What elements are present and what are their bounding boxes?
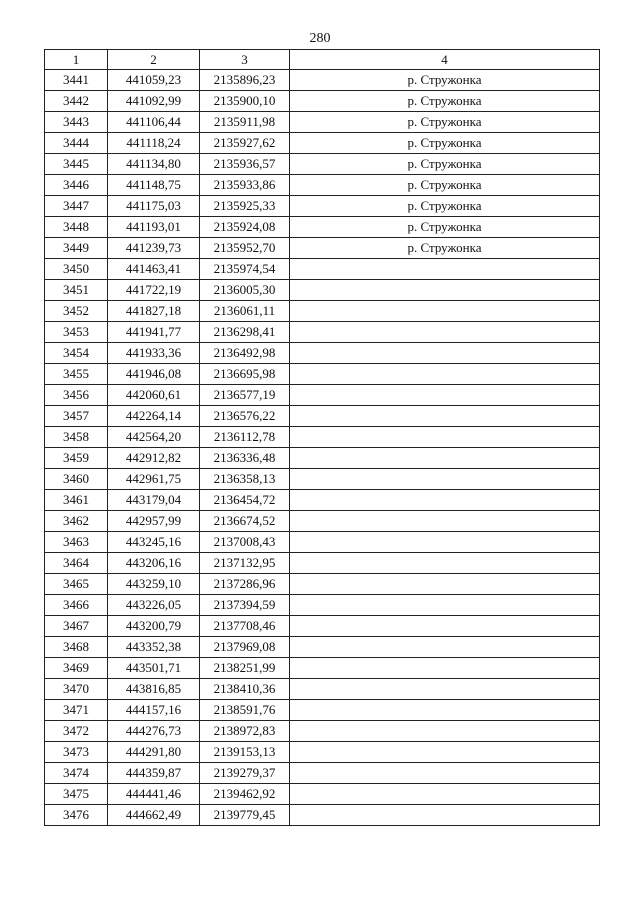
description-cell: [290, 343, 600, 364]
table-row: [45, 280, 600, 301]
description-cell: р. Стружонка: [290, 217, 600, 238]
x-coordinate-cell: 441941,77: [108, 322, 200, 343]
description-cell: [290, 616, 600, 637]
table-row: [45, 595, 600, 616]
y-coordinate-cell: 2135896,23: [200, 70, 290, 91]
x-coordinate-cell: 443501,71: [108, 658, 200, 679]
y-coordinate-cell: 2135900,10: [200, 91, 290, 112]
table-row: [45, 259, 600, 280]
coordinates-table: [44, 49, 600, 826]
y-coordinate-cell: 2136061,11: [200, 301, 290, 322]
description-cell: [290, 742, 600, 763]
table-row: [45, 343, 600, 364]
table-row: [45, 364, 600, 385]
description-cell: [290, 448, 600, 469]
table-header-row: [45, 50, 600, 70]
description-cell: [290, 679, 600, 700]
y-coordinate-cell: 2137132,95: [200, 553, 290, 574]
column-header: 3: [200, 50, 290, 70]
x-coordinate-cell: 441148,75: [108, 175, 200, 196]
description-cell: [290, 364, 600, 385]
description-cell: [290, 280, 600, 301]
table-row: [45, 574, 600, 595]
point-number-cell: 3457: [45, 406, 108, 427]
description-cell: [290, 490, 600, 511]
description-cell: р. Стружонка: [290, 91, 600, 112]
column-header: 1: [45, 50, 108, 70]
x-coordinate-cell: 442957,99: [108, 511, 200, 532]
table-row: [45, 805, 600, 826]
x-coordinate-cell: 443206,16: [108, 553, 200, 574]
x-coordinate-cell: 441175,03: [108, 196, 200, 217]
y-coordinate-cell: 2135925,33: [200, 196, 290, 217]
description-cell: р. Стружонка: [290, 175, 600, 196]
table-row: [45, 469, 600, 490]
description-cell: [290, 805, 600, 826]
description-cell: [290, 553, 600, 574]
point-number-cell: 3463: [45, 532, 108, 553]
table-row: [45, 154, 600, 175]
y-coordinate-cell: 2139279,37: [200, 763, 290, 784]
description-cell: р. Стружонка: [290, 196, 600, 217]
table-row: [45, 532, 600, 553]
x-coordinate-cell: 442264,14: [108, 406, 200, 427]
point-number-cell: 3468: [45, 637, 108, 658]
table-row: [45, 448, 600, 469]
x-coordinate-cell: 442060,61: [108, 385, 200, 406]
column-header: 2: [108, 50, 200, 70]
x-coordinate-cell: 443245,16: [108, 532, 200, 553]
point-number-cell: 3461: [45, 490, 108, 511]
description-cell: [290, 511, 600, 532]
table-row: [45, 91, 600, 112]
point-number-cell: 3447: [45, 196, 108, 217]
table-row: [45, 196, 600, 217]
y-coordinate-cell: 2137394,59: [200, 595, 290, 616]
point-number-cell: 3458: [45, 427, 108, 448]
table-row: [45, 763, 600, 784]
y-coordinate-cell: 2136454,72: [200, 490, 290, 511]
x-coordinate-cell: 441239,73: [108, 238, 200, 259]
description-cell: р. Стружонка: [290, 238, 600, 259]
description-cell: [290, 406, 600, 427]
y-coordinate-cell: 2136005,30: [200, 280, 290, 301]
point-number-cell: 3475: [45, 784, 108, 805]
description-cell: [290, 784, 600, 805]
y-coordinate-cell: 2136358,13: [200, 469, 290, 490]
y-coordinate-cell: 2137286,96: [200, 574, 290, 595]
point-number-cell: 3448: [45, 217, 108, 238]
point-number-cell: 3466: [45, 595, 108, 616]
description-cell: [290, 469, 600, 490]
x-coordinate-cell: 444441,46: [108, 784, 200, 805]
x-coordinate-cell: 443816,85: [108, 679, 200, 700]
x-coordinate-cell: 444157,16: [108, 700, 200, 721]
table-row: [45, 784, 600, 805]
point-number-cell: 3470: [45, 679, 108, 700]
y-coordinate-cell: 2136576,22: [200, 406, 290, 427]
x-coordinate-cell: 441463,41: [108, 259, 200, 280]
description-cell: р. Стружонка: [290, 154, 600, 175]
table-row: [45, 70, 600, 91]
table-body: [45, 70, 600, 826]
x-coordinate-cell: 441946,08: [108, 364, 200, 385]
y-coordinate-cell: 2135911,98: [200, 112, 290, 133]
table-row: [45, 301, 600, 322]
point-number-cell: 3443: [45, 112, 108, 133]
y-coordinate-cell: 2138410,36: [200, 679, 290, 700]
point-number-cell: 3459: [45, 448, 108, 469]
description-cell: [290, 301, 600, 322]
table-row: [45, 721, 600, 742]
x-coordinate-cell: 441106,44: [108, 112, 200, 133]
y-coordinate-cell: 2136695,98: [200, 364, 290, 385]
point-number-cell: 3454: [45, 343, 108, 364]
description-cell: [290, 385, 600, 406]
point-number-cell: 3449: [45, 238, 108, 259]
table-row: [45, 700, 600, 721]
point-number-cell: 3465: [45, 574, 108, 595]
y-coordinate-cell: 2136298,41: [200, 322, 290, 343]
description-cell: р. Стружонка: [290, 70, 600, 91]
point-number-cell: 3462: [45, 511, 108, 532]
description-cell: [290, 637, 600, 658]
point-number-cell: 3476: [45, 805, 108, 826]
y-coordinate-cell: 2139153,13: [200, 742, 290, 763]
description-cell: [290, 532, 600, 553]
table-row: [45, 112, 600, 133]
y-coordinate-cell: 2136336,48: [200, 448, 290, 469]
point-number-cell: 3445: [45, 154, 108, 175]
x-coordinate-cell: 444662,49: [108, 805, 200, 826]
point-number-cell: 3469: [45, 658, 108, 679]
table-row: [45, 490, 600, 511]
point-number-cell: 3444: [45, 133, 108, 154]
x-coordinate-cell: 442564,20: [108, 427, 200, 448]
point-number-cell: 3471: [45, 700, 108, 721]
y-coordinate-cell: 2136577,19: [200, 385, 290, 406]
y-coordinate-cell: 2138591,76: [200, 700, 290, 721]
y-coordinate-cell: 2135927,62: [200, 133, 290, 154]
x-coordinate-cell: 443259,10: [108, 574, 200, 595]
y-coordinate-cell: 2135936,57: [200, 154, 290, 175]
x-coordinate-cell: 441933,36: [108, 343, 200, 364]
point-number-cell: 3446: [45, 175, 108, 196]
point-number-cell: 3442: [45, 91, 108, 112]
point-number-cell: 3450: [45, 259, 108, 280]
y-coordinate-cell: 2137708,46: [200, 616, 290, 637]
description-cell: [290, 322, 600, 343]
y-coordinate-cell: 2136674,52: [200, 511, 290, 532]
y-coordinate-cell: 2136112,78: [200, 427, 290, 448]
description-cell: [290, 574, 600, 595]
point-number-cell: 3451: [45, 280, 108, 301]
x-coordinate-cell: 444359,87: [108, 763, 200, 784]
y-coordinate-cell: 2139779,45: [200, 805, 290, 826]
x-coordinate-cell: 441134,80: [108, 154, 200, 175]
point-number-cell: 3460: [45, 469, 108, 490]
x-coordinate-cell: 444291,80: [108, 742, 200, 763]
table-row: [45, 322, 600, 343]
x-coordinate-cell: 441092,99: [108, 91, 200, 112]
point-number-cell: 3464: [45, 553, 108, 574]
x-coordinate-cell: 441118,24: [108, 133, 200, 154]
table-row: [45, 511, 600, 532]
description-cell: [290, 259, 600, 280]
description-cell: [290, 700, 600, 721]
table-row: [45, 427, 600, 448]
x-coordinate-cell: 441193,01: [108, 217, 200, 238]
table-row: [45, 406, 600, 427]
x-coordinate-cell: 441722,19: [108, 280, 200, 301]
table-row: [45, 658, 600, 679]
description-cell: р. Стружонка: [290, 133, 600, 154]
y-coordinate-cell: 2135974,54: [200, 259, 290, 280]
point-number-cell: 3453: [45, 322, 108, 343]
point-number-cell: 3441: [45, 70, 108, 91]
table-row: [45, 637, 600, 658]
description-cell: [290, 427, 600, 448]
description-cell: [290, 595, 600, 616]
point-number-cell: 3473: [45, 742, 108, 763]
table-row: [45, 238, 600, 259]
x-coordinate-cell: 443200,79: [108, 616, 200, 637]
point-number-cell: 3474: [45, 763, 108, 784]
y-coordinate-cell: 2135924,08: [200, 217, 290, 238]
point-number-cell: 3456: [45, 385, 108, 406]
point-number-cell: 3467: [45, 616, 108, 637]
point-number-cell: 3472: [45, 721, 108, 742]
y-coordinate-cell: 2135952,70: [200, 238, 290, 259]
description-cell: [290, 658, 600, 679]
x-coordinate-cell: 444276,73: [108, 721, 200, 742]
table-row: [45, 616, 600, 637]
y-coordinate-cell: 2137008,43: [200, 532, 290, 553]
point-number-cell: 3452: [45, 301, 108, 322]
table-row: [45, 679, 600, 700]
table-row: [45, 553, 600, 574]
x-coordinate-cell: 443226,05: [108, 595, 200, 616]
x-coordinate-cell: 441059,23: [108, 70, 200, 91]
table-row: [45, 133, 600, 154]
table-row: [45, 385, 600, 406]
y-coordinate-cell: 2139462,92: [200, 784, 290, 805]
table-row: [45, 175, 600, 196]
x-coordinate-cell: 443352,38: [108, 637, 200, 658]
description-cell: р. Стружонка: [290, 112, 600, 133]
page-number: 280: [309, 31, 331, 46]
y-coordinate-cell: 2135933,86: [200, 175, 290, 196]
description-cell: [290, 763, 600, 784]
x-coordinate-cell: 442912,82: [108, 448, 200, 469]
point-number-cell: 3455: [45, 364, 108, 385]
x-coordinate-cell: 443179,04: [108, 490, 200, 511]
x-coordinate-cell: 441827,18: [108, 301, 200, 322]
y-coordinate-cell: 2136492,98: [200, 343, 290, 364]
x-coordinate-cell: 442961,75: [108, 469, 200, 490]
description-cell: [290, 721, 600, 742]
column-header: 4: [290, 50, 600, 70]
y-coordinate-cell: 2138972,83: [200, 721, 290, 742]
table-row: [45, 217, 600, 238]
table-row: [45, 742, 600, 763]
y-coordinate-cell: 2137969,08: [200, 637, 290, 658]
y-coordinate-cell: 2138251,99: [200, 658, 290, 679]
